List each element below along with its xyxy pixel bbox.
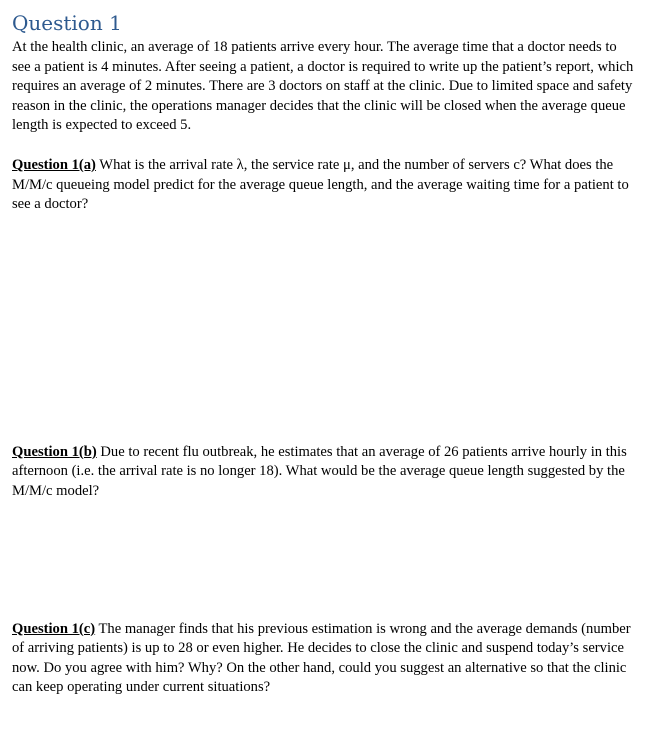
- question-part-c: [12, 620, 637, 698]
- question-part-b-label: Question 1(b): [12, 443, 97, 460]
- question-part-c-label: Question 1(c): [12, 620, 96, 637]
- question-part-b-text: Due to recent flu outbreak, he estimates that an average of 26 patients arrive hourly in this afternoon (i.e. the arrival rate is no longer 18). What would be the average queue length suggested by the M/M/c model?: [12, 443, 627, 499]
- question-title: Question 1: [12, 11, 122, 35]
- question-part-a-text: What is the arrival rate λ, the service rate μ, and the number of servers c? What does the M/M/c queueing model predict for the average queue length, and the average waiting time for a patient to see a doctor?: [12, 156, 629, 213]
- question-part-a-label: Question 1(a): [12, 156, 96, 173]
- question-part-b: [12, 443, 637, 502]
- question-part-a: [12, 156, 637, 215]
- question-intro: At the health clinic, an average of 18 patients arrive every hour. The average time that a doctor needs to see a patient is 4 minutes. After seeing a patient, a doctor is required to write up the patient’s report, which requires an average of 2 minutes. There are 3 doctors on staff at the clinic. Due to limited space and safety reason in the clinic, the operations manager decides that the clinic will be closed when the average queue length is expected to exceed 5.: [12, 39, 634, 134]
- question-part-c-text: The manager finds that his previous estimation is wrong and the average demands (number of arriving patients) is up to 28 or even higher. He decides to close the clinic and suspend today’s service now. Do you agree with him? Why? On the other hand, could you suggest an alternative so that the clinic can keep operating under current situations?: [12, 620, 631, 696]
